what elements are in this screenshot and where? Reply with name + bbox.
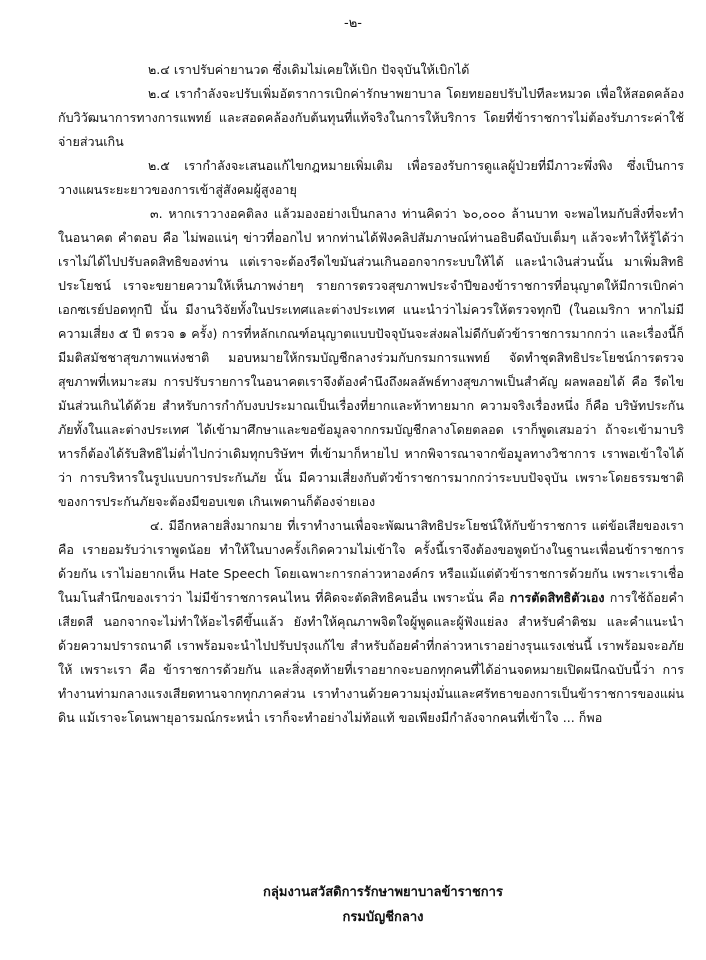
paragraph-4 [58, 514, 684, 730]
paragraph-2-5: ๒.๕ เรากำลังจะเสนอแก้ไขกฎหมายเพิ่มเติม เพื่อรองรับการดูแลผู้ป่วยที่มีภาวะพึ่งพิง ซึ่งเป็นการวางแผนระยะยาวของการเข้าสู่สังคมผู้สูงอายุ [58, 158, 684, 197]
signature-department: กลุ่มงานสวัสดิการรักษาพยาบาลข้าราชการ [263, 885, 503, 900]
signature-organization: กรมบัญชีกลาง [342, 910, 424, 925]
paragraph-3: ๓. หากเราวางอคติลง แล้วมองอย่างเป็นกลาง ท่านคิดว่า ๖๐,๐๐๐ ล้านบาท จะพอไหมกับสิ่งที่จะทำในอนาคต คำตอบ คือ ไม่พอแน่ๆ ข่าวที่ออกไป หากท่านได้ฟังคลิปสัมภาษณ์ท่านอธิบดีฉบับเต็มๆ แล้วจะทำให้รู้ได้ว่า เราไม่ได้ไปปรับลดสิทธิของท่าน แต่เราจะต้องรีดไขมันส่วนเกินออกจากระบบให้ได้ และนำเงินส่วนนั้น มาเพิ่มสิทธิประโยชน์ เราจะขยายความให้เห็นภาพง่ายๆ รายการตรวจสุขภาพประจำปีของข้าราชการที่อนุญาตให้มีการเบิกค่าเอกซเรย์ปอดทุกปี นั้น มีงานวิจัยทั้งในประเทศและต่างประเทศ แนะนำว่าไม่ควรให้ตรวจทุกปี (ในอเมริกา หากไม่มีความเสี่ยง ๕ ปี ตรวจ ๑ ครั้ง) การที่หลักเกณฑ์อนุญาตแบบปัจจุบันจะส่งผลไม่ดีกับตัวข้าราชการมากกว่า และเรื่องนี้ก็มีมติสมัชชาสุขภาพแห่งชาติ มอบหมายให้กรมบัญชีกลางร่วมกับกรมการแพทย์ จัดทำชุดสิทธิประโยชน์การตรวจสุขภาพที่เหมาะสม การปรับรายการในอนาคตเราจึงต้องคำนึงถึงผลลัพธ์ทางสุขภาพเป็นสำคัญ ผลพลอยได้ คือ รีดไขมันส่วนเกินได้ด้วย สำหรับการกำกับงบประมาณเป็นเรื่องที่ยากและท้าทายมาก ความจริงเรื่องหนึ่ง ก็คือ บริษัทประกันภัยทั้งในและต่างประเทศ ได้เข้ามาศึกษาและขอข้อมูลจากกรมบัญชีกลางโดยตลอด เราก็พูดเสมอว่า ถ้าจะเข้ามาบริหารก็ต้องได้รับสิทธิไม่ต่ำไปกว่าเดิมทุกบริษัทฯ ที่เข้ามาก็หายไป หากพิจารณาจากข้อมูลทางวิชาการ เราพอเข้าใจได้ว่า การบริหารในรูปแบบการประกันภัย นั้น มีความเสี่ยงกับตัวข้าราชการมากกว่าระบบปัจจุบัน เพราะโดยธรรมชาติของการประกันภัยจะต้องมีขอบเขต เกินเพดานก็ต้องจ่ายเอง [58, 206, 684, 509]
letter-body [58, 58, 684, 730]
paragraph-2-4a: ๒.๔ เราปรับค่ายานวด ซึ่งเดิมไม่เคยให้เบิก ปัจจุบันให้เบิกได้ [148, 62, 470, 77]
signature-block [0, 880, 706, 930]
paragraph-4-text-a: ๔. มีอีกหลายสิ่งมากมาย ที่เราทำงานเพื่อจะพัฒนาสิทธิประโยชน์ให้กับข้าราชการ แต่ข้อเสียของเรา คือ เรายอมรับว่าเราพูดน้อย ทำให้ในบางครั้งเกิดความไม่เข้าใจ ครั้งนี้เราจึงต้องขอพูดบ้างในฐานะเพื่อนข้าราชการด้วยกัน เราไม่อยากเห็น Hate Speech โดยเฉพาะการกล่าวหาองค์กร หรือแม้แต่ตัวข้าราชการด้วยกัน เพราะเราเชื่อในมโนสำนึกของเราว่า ไม่มีข้าราชการคนไหน ที่คิดจะตัดสิทธิคนอื่น เพราะนั่น คือ [58, 518, 684, 605]
paragraph-4-text-b: การใช้ถ้อยคำเสียดสี นอกจากจะไม่ทำให้อะไรดีขึ้นแล้ว ยังทำให้คุณภาพจิตใจผู้พูดและผู้ฟังแย่ลง สำหรับคำติชม และคำแนะนำ ด้วยความปรารถนาดี เราพร้อมจะนำไปปรับปรุงแก้ไข สำหรับถ้อยคำที่กล่าวหาเราอย่างรุนแรงเช่นนี้ เราพร้อมจะอภัยให้ เพราะเรา คือ ข้าราชการด้วยกัน และสิ่งสุดท้ายที่เราอยากจะบอกทุกคนที่ได้อ่านจดหมายเปิดผนึกฉบับนี้ว่า การทำงานท่ามกลางแรงเสียดทานจากทุกภาคส่วน เราทำงานด้วยความมุ่งมั่นและศรัทธาของการเป็นข้าราชการของแผ่นดิน แม้เราจะโดนพายุอารมณ์กระหน่ำ เราก็จะทำอย่างไม่ท้อแท้ ขอเพียงมีกำลังจากคนที่เข้าใจ ... ก็พอ [58, 590, 684, 725]
paragraph-4-emphasis: การตัดสิทธิตัวเอง [509, 590, 605, 605]
page-number: -๒- [344, 16, 362, 31]
paragraph-2-4b: ๒.๔ เรากำลังจะปรับเพิ่มอัตราการเบิกค่ารักษาพยาบาล โดยทยอยปรับไปทีละหมวด เพื่อให้สอดคล้องกับวิวัฒนาการทางการแพทย์ และสอดคล้องกับต้นทุนที่แท้จริงในการให้บริการ โดยที่ข้าราชการไม่ต้องรับภาระค่าใช้จ่ายส่วนเกิน [58, 86, 684, 149]
